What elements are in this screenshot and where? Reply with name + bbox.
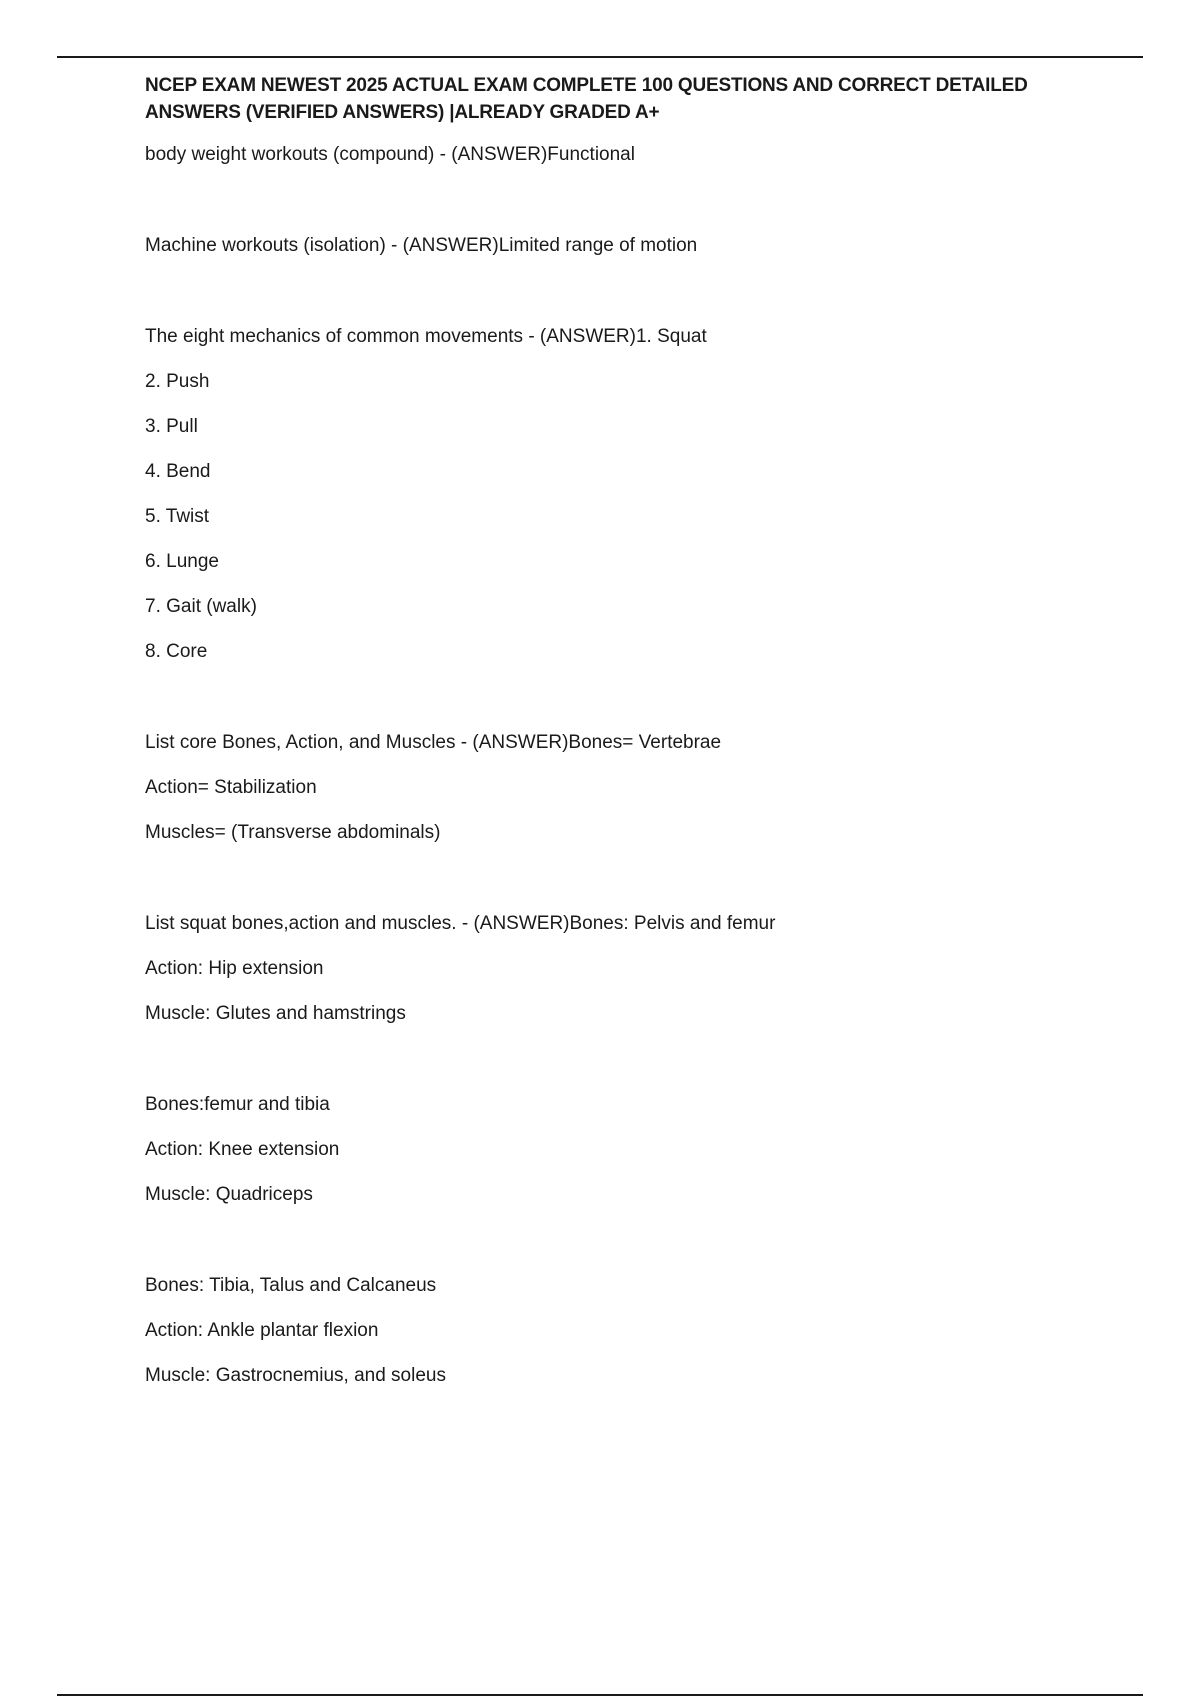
qa-line: Action: Knee extension [145,1139,340,1160]
qa-line: Bones:femur and tibia [145,1094,330,1115]
document-title [145,72,1105,126]
qa-line: Muscle: Glutes and hamstrings [145,1003,406,1024]
qa-block [145,1093,1105,1206]
qa-line: body weight workouts (compound) - (ANSWER)Functional [145,144,635,165]
title-line-1: NCEP EXAM NEWEST 2025 ACTUAL EXAM COMPLETE 100 QUESTIONS AND CORRECT DETAILED [145,75,1028,96]
title-line-2: ANSWERS (VERIFIED ANSWERS) |ALREADY GRADED A+ [145,102,660,123]
qa-line: Muscle: Gastrocnemius, and soleus [145,1365,446,1386]
header-rule [57,56,1143,58]
qa-line: List core Bones, Action, and Muscles - (ANSWER)Bones= Vertebrae [145,732,722,753]
qa-line: Action: Hip extension [145,958,324,979]
qa-line: List squat bones,action and muscles. - (ANSWER)Bones: Pelvis and femur [145,913,776,934]
qa-line: Action: Ankle plantar flexion [145,1320,379,1341]
list-item: 3. Pull [145,416,198,437]
qa-block [145,325,1105,663]
qa-block [145,1274,1105,1387]
list-item: 7. Gait (walk) [145,596,257,617]
qa-line: Muscle: Quadriceps [145,1184,313,1205]
qa-line: Machine workouts (isolation) - (ANSWER)Limited range of motion [145,235,698,256]
qa-line: The eight mechanics of common movements - (ANSWER)1. Squat [145,326,707,347]
list-item: 6. Lunge [145,551,219,572]
list-item: 4. Bend [145,461,211,482]
footer-rule [57,1694,1143,1696]
qa-line: Bones: Tibia, Talus and Calcaneus [145,1275,437,1296]
qa-block [145,234,1105,257]
list-item: 8. Core [145,641,208,662]
qa-block [145,731,1105,844]
qa-line: Action= Stabilization [145,777,317,798]
qa-block [145,143,1105,166]
document-body [145,72,1105,1387]
qa-line: Muscles= (Transverse abdominals) [145,822,441,843]
qa-block [145,912,1105,1025]
list-item: 2. Push [145,371,210,392]
list-item: 5. Twist [145,506,210,527]
